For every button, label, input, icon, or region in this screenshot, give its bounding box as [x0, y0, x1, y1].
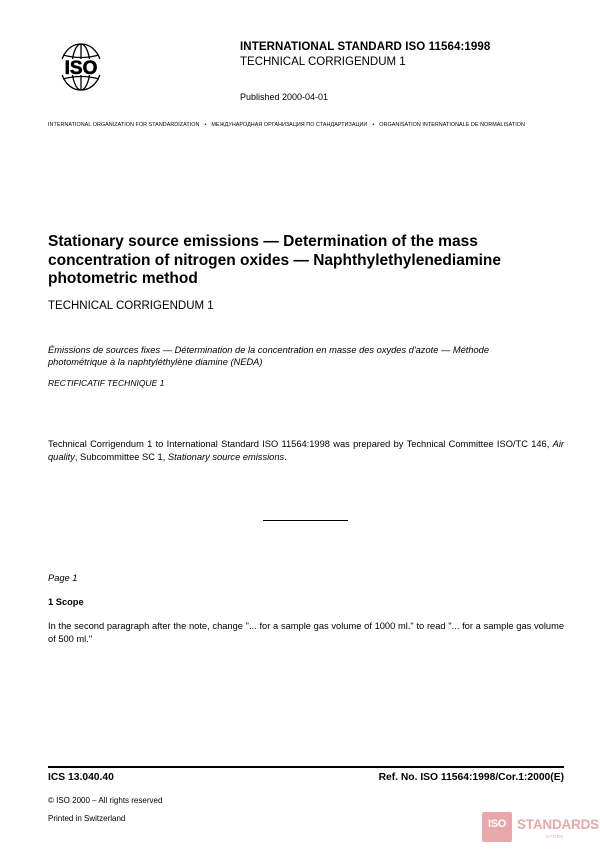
org-separator: • [204, 122, 207, 128]
french-title: Émissions de sources fixes — Détermination de la concentration en masse des oxydes d'azote — Méthode photométrique à la naphtyléthylène diamine (NEDA) [48, 345, 490, 367]
document-title: Stationary source emissions — Determination of the mass concentration of nitrogen oxides — Naphthylethylenediamine photometric method [48, 233, 502, 287]
section-heading: 1 Scope [48, 597, 84, 607]
org-name-en: INTERNATIONAL ORGANIZATION FOR STANDARDIZATION [48, 122, 200, 128]
divider-rule [263, 520, 348, 521]
iso-logo [48, 42, 114, 92]
watermark-text: STANDARDS [517, 817, 599, 832]
header-subtitle: TECHNICAL CORRIGENDUM 1 [240, 56, 406, 68]
svg-text:ISO: ISO [64, 58, 98, 79]
corrigendum-label: TECHNICAL CORRIGENDUM 1 [48, 300, 214, 312]
ics-code: ICS 13.040.40 [48, 772, 114, 783]
published-date: Published 2000-04-01 [240, 92, 329, 102]
organization-line [48, 122, 564, 128]
section-paragraph: In the second paragraph after the note, change "... for a sample gas volume of 1000 ml." to read "... for a sample gas volume of 500 ml." [48, 621, 564, 644]
copyright-notice: © ISO 2000 – All rights reserved [48, 796, 163, 805]
org-name-fr: ORGANISATION INTERNATIONALE DE NORMALISATION [379, 122, 525, 128]
committee-name: Air quality [48, 439, 564, 462]
footer-rule [48, 766, 564, 768]
watermark-iso: ISO [487, 818, 507, 830]
store-watermark [482, 812, 599, 844]
intro-text: Technical Corrigendum 1 to International Standard ISO 11564:1998 was prepared by Technical Committee ISO/TC 146, [48, 439, 553, 449]
french-corrigendum-label: RECTIFICATIF TECHNIQUE 1 [48, 378, 165, 388]
printed-location: Printed in Switzerland [48, 814, 126, 823]
header-title: INTERNATIONAL STANDARD ISO 11564:1998 [240, 41, 491, 53]
intro-text: . [284, 451, 287, 462]
org-separator: • [372, 122, 375, 128]
watermark-store: STORE [546, 834, 564, 839]
org-name-ru: МЕЖДУНАРОДНАЯ ОРГАНИЗАЦИЯ ПО СТАНДАРТИЗАЦИИ [211, 122, 368, 128]
page-reference: Page 1 [48, 573, 78, 583]
reference-number: Ref. No. ISO 11564:1998/Cor.1:2000(E) [378, 772, 564, 783]
subcommittee-name: Stationary source emissions [167, 451, 285, 462]
intro-paragraph [48, 438, 564, 463]
intro-text: , Subcommittee SC 1, [74, 451, 168, 462]
